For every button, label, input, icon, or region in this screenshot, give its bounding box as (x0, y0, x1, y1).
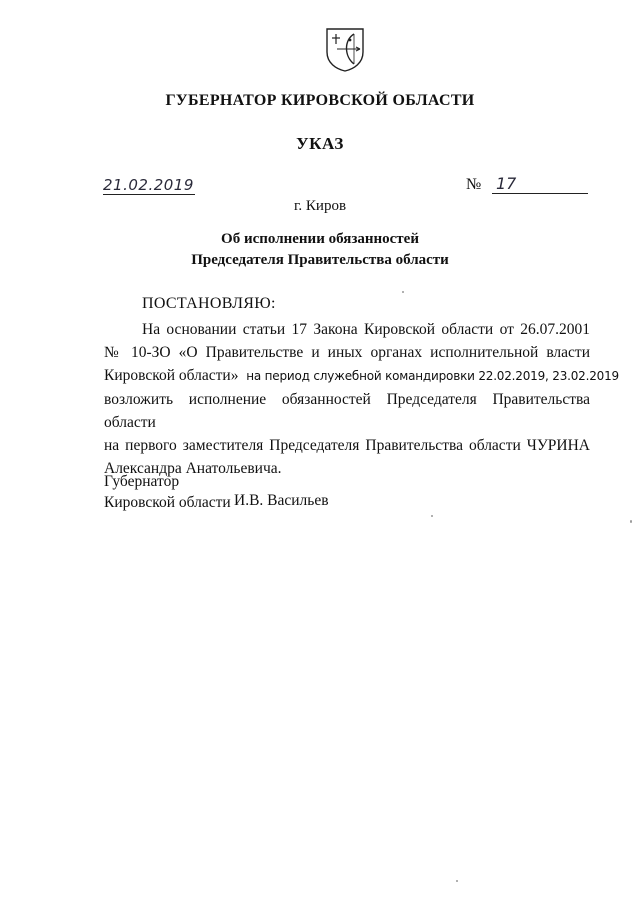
number-underline (492, 193, 588, 194)
scan-speck (630, 520, 632, 523)
body-line: На основании статьи 17 Закона Кировской области от 26.07.2001 (142, 321, 590, 338)
issuing-authority: ГУБЕРНАТОР КИРОВСКОЙ ОБЛАСТИ (165, 92, 475, 109)
document-title (0, 229, 640, 271)
scan-speck (456, 880, 458, 882)
body-line: Александра Анатольевича. (104, 460, 282, 477)
signature-position (104, 471, 231, 513)
position-line-1: Губернатор (104, 473, 180, 490)
body-line: № 10-ЗО «О Правительстве и иных органах исполнительной власти (104, 344, 590, 361)
document-date: 21.02.2019 (103, 176, 194, 194)
body-line-part: Кировской области» (104, 367, 239, 384)
body-line: возложить исполнение обязанностей Председателя Правительства области (104, 391, 590, 431)
body-text (104, 318, 619, 480)
body-line-mixed (104, 364, 619, 388)
kirov-coat-of-arms-icon (324, 26, 366, 72)
number-sign: № (466, 176, 482, 193)
scan-speck (402, 291, 404, 293)
document-number: 17 (496, 174, 517, 193)
order-word: ПОСТАНОВЛЯЮ: (142, 295, 276, 312)
signatory-name: И.В. Васильев (234, 492, 329, 509)
city: г. Киров (293, 198, 347, 214)
document-type: УКАЗ (296, 134, 344, 153)
body-line: на первого заместителя Председателя Правительства области ЧУРИНА (104, 437, 590, 454)
title-line-1: Об исполнении обязанностей (221, 231, 419, 247)
title-line-2: Председателя Правительства области (191, 252, 449, 268)
inserted-text: на период служебной командировки 22.02.2019, 23.02.2019 (246, 369, 619, 383)
position-line-2: Кировской области (104, 494, 231, 511)
scan-speck (431, 515, 433, 517)
